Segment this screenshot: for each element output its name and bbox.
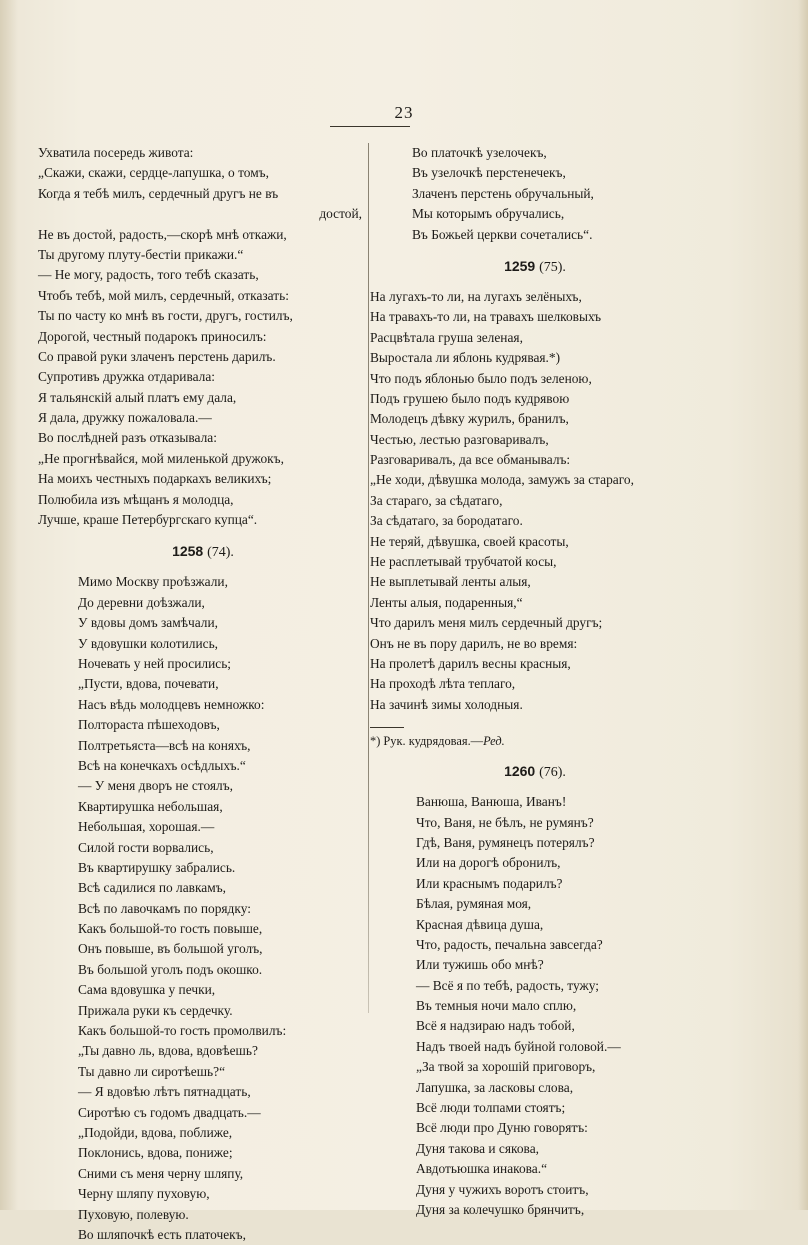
poem-line: Не теряй, дѣвушка, своей красоты, bbox=[370, 533, 569, 549]
poem-line: „Ты давно ль, вдова, вдовѣешь? bbox=[78, 1043, 258, 1059]
poem-line: Злаченъ перстень обручальный, bbox=[412, 185, 594, 201]
poem-line: Онъ повыше, въ большой уголъ, bbox=[78, 941, 263, 957]
poem-line: — Всё я по тебѣ, радость, тужу; bbox=[416, 977, 599, 993]
poem-line: Дуня за колечушко брянчитъ, bbox=[416, 1201, 585, 1217]
poem-line: Полюбила изъ мѣщанъ я молодца, bbox=[38, 491, 234, 507]
poem-line: „Подойди, вдова, поближе, bbox=[78, 1124, 233, 1140]
song-number: 1260 bbox=[504, 763, 536, 780]
poem-line: Я дала, дружку пожаловала.— bbox=[38, 410, 212, 426]
poem-line: Чтобъ тебѣ, мой милъ, сердечный, отказать: bbox=[38, 287, 289, 303]
poem-line: Пуховую, полевую. bbox=[78, 1206, 189, 1222]
poem-line: Не въ достой, радость,—скорѣ мнѣ откажи, bbox=[38, 226, 287, 242]
poem-line: На моихъ честныхъ подаркахъ великихъ; bbox=[38, 471, 272, 487]
poem-line: Во послѣдней разъ отказывала: bbox=[38, 430, 217, 446]
header-rule bbox=[330, 126, 410, 127]
song-subnumber: (75). bbox=[539, 259, 566, 275]
poem-line: Въ квартирушку забрались. bbox=[78, 859, 236, 875]
poem-line: Мы которымъ обручались, bbox=[412, 206, 565, 222]
poem-line: Дорогой, честный подарокъ приносилъ: bbox=[38, 328, 267, 344]
poem-line: Со правой руки злаченъ перстень дарилъ. bbox=[38, 348, 276, 364]
poem-line: Или на дорогѣ обронилъ, bbox=[416, 855, 561, 871]
page-edge-shadow-left bbox=[0, 0, 18, 1210]
footnote-editor-mark: Ред. bbox=[483, 734, 505, 749]
song-subnumber: (76). bbox=[539, 765, 566, 781]
poem-line: — У меня дворъ не стоялъ, bbox=[78, 778, 233, 794]
poem-line: Во платочкѣ узелочекъ, bbox=[412, 145, 547, 160]
poem-continuation-block bbox=[38, 143, 368, 530]
song-heading-1258 bbox=[38, 534, 368, 568]
poem-line: Небольшая, хорошая.— bbox=[78, 819, 215, 835]
poem-line: Полтретьяста—всѣ на коняхъ, bbox=[78, 737, 251, 753]
poem-line: Полтораста пѣшеходовъ, bbox=[78, 717, 220, 733]
poem-line: Бѣлая, румяная моя, bbox=[416, 896, 532, 912]
poem-line: У вдовушки колотились, bbox=[78, 635, 219, 651]
poem-line: „За твой за хорошій приговоръ, bbox=[416, 1059, 596, 1075]
poem-line: Всѣ садилися по лавкамъ, bbox=[78, 880, 226, 896]
poem-line: Лапушка, за ласковы слова, bbox=[416, 1079, 574, 1095]
song-subnumber: (74). bbox=[207, 545, 234, 561]
poem-line: Молодецъ дѣвку журилъ, бранилъ, bbox=[370, 411, 569, 427]
poem-line: — Не могу, радость, того тебѣ сказать, bbox=[38, 267, 259, 283]
poem-line: Что, Ваня, не бѣлъ, не румянъ? bbox=[416, 814, 594, 830]
poem-line: Черну шляпу пуховую, bbox=[78, 1186, 210, 1202]
poem-line: Силой гости ворвались, bbox=[78, 839, 214, 855]
footnote bbox=[370, 732, 700, 750]
poem-line: На травахъ-то ли, на травахъ шелковыхъ bbox=[370, 309, 602, 325]
poem-line: Сама вдовушка у печки, bbox=[78, 982, 216, 998]
song-1260-text bbox=[370, 792, 700, 1220]
poem-line: Въ Божьей церкви сочетались“. bbox=[412, 226, 593, 242]
footnote-text: *) Рук. кудрядовая.— bbox=[370, 734, 484, 749]
poem-line: Авдотьюшка инакова.“ bbox=[416, 1161, 548, 1177]
poem-line: Всё люди толпами стоятъ; bbox=[416, 1100, 566, 1116]
poem-line: Ухватила посередь живота: bbox=[38, 145, 194, 160]
poem-line: Когда я тебѣ милъ, сердечный другъ не въ bbox=[38, 185, 279, 201]
poem-line: Поклонись, вдова, пониже; bbox=[78, 1145, 233, 1161]
poem-line: Что, радость, печальна завсегда? bbox=[416, 936, 603, 952]
poem-line: Ты другому плуту-бестіи прикажи.“ bbox=[38, 246, 244, 262]
poem-line-continuation: достой, bbox=[319, 206, 362, 222]
poem-line: Не расплетывай трубчатой косы, bbox=[370, 554, 557, 570]
poem-line: Въ темныя ночи мало сплю, bbox=[416, 998, 577, 1014]
poem-line: Надъ твоей надъ буйной головой.— bbox=[416, 1038, 621, 1054]
poem-line: Ночевать у ней просились; bbox=[78, 655, 232, 671]
poem-line: Лучше, краше Петербургскаго купца“. bbox=[38, 512, 258, 528]
song-heading-1259 bbox=[370, 249, 700, 283]
poem-line: Что подъ яблонью было подъ зеленою, bbox=[370, 370, 592, 386]
poem-line: Я тальянскій алый платъ ему дала, bbox=[38, 389, 237, 405]
poem-line: Въ узелочкѣ перстенечекъ, bbox=[412, 165, 566, 181]
poem-line: Не выплетывай ленты алыя, bbox=[370, 574, 531, 590]
poem-line: Ленты алыя, подаренныя,“ bbox=[370, 594, 523, 610]
poem-line: — Я вдовѣю лѣтъ пятнадцать, bbox=[78, 1084, 251, 1100]
poem-line: Сиротѣю съ годомъ двадцать.— bbox=[78, 1104, 261, 1120]
poem-line: У вдовы домъ замѣчали, bbox=[78, 615, 218, 631]
left-column bbox=[38, 143, 368, 1245]
poem-line: Мимо Москву проѣзжали, bbox=[78, 574, 228, 590]
poem-line: Разговаривалъ, да все обманывалъ: bbox=[370, 452, 571, 468]
poem-line: На зачинѣ зимы холодныя. bbox=[370, 696, 523, 712]
song-1258-text bbox=[38, 572, 368, 1245]
poem-line: Гдѣ, Ваня, румянецъ потерялъ? bbox=[416, 834, 595, 850]
poem-line: Сними съ меня черну шляпу, bbox=[78, 1165, 244, 1181]
poem-line: Или тужишь обо мнѣ? bbox=[416, 957, 544, 973]
poem-line: Дуня такова и сякова, bbox=[416, 1140, 539, 1156]
poem-line: Или краснымъ подарилъ? bbox=[416, 875, 563, 891]
poem-line: Всё я надзираю надъ тобой, bbox=[416, 1018, 575, 1034]
poem-line: „Пусти, вдова, почевати, bbox=[78, 676, 219, 692]
right-column bbox=[370, 143, 700, 1220]
poem-line: Красная дѣвица душа, bbox=[416, 916, 544, 932]
song-heading-1260 bbox=[370, 754, 700, 788]
poem-line: Ванюша, Ванюша, Иванъ! bbox=[416, 794, 567, 810]
poem-line: До деревни доѣзжали, bbox=[78, 594, 205, 610]
poem-line: За стараго, за сѣдатаго, bbox=[370, 492, 503, 508]
poem-line: Онъ не въ пору дарилъ, не во время: bbox=[370, 635, 578, 651]
poem-line: „Скажи, скажи, сердце-лапушка, о томъ, bbox=[38, 165, 269, 181]
poem-line: На пролетѣ дарилъ весны красныя, bbox=[370, 655, 571, 671]
song-number: 1259 bbox=[504, 257, 536, 274]
footnote-rule bbox=[370, 727, 404, 728]
poem-line: Всѣ на конечкахъ осѣдлыхъ.“ bbox=[78, 757, 246, 773]
poem-line: Супротивъ дружка отдаривала: bbox=[38, 369, 216, 385]
song-number: 1258 bbox=[172, 543, 204, 560]
poem-line: Во шляпочкѣ есть платочекъ, bbox=[78, 1226, 246, 1242]
poem-line: Какъ большой-то гость промолвилъ: bbox=[78, 1023, 287, 1039]
poem-line: Ты по часту ко мнѣ въ гости, другъ, гостилъ, bbox=[38, 308, 293, 324]
poem-line: Что дарилъ меня милъ сердечный другъ; bbox=[370, 615, 603, 631]
poem-line: „Не прогнѣвайся, мой миленькой дружокъ, bbox=[38, 450, 284, 466]
page-edge-shadow-right bbox=[798, 0, 808, 1210]
column-divider bbox=[368, 143, 369, 1013]
poem-line: На лугахъ-то ли, на лугахъ зелёныхъ, bbox=[370, 288, 582, 304]
poem-line: Квартирушка небольшая, bbox=[78, 798, 223, 814]
poem-line: Какъ большой-то гость повыше, bbox=[78, 921, 263, 937]
poem-line: Въ большой уголъ подъ окошко. bbox=[78, 961, 263, 977]
poem-line: Подъ грушею было подъ кудрявою bbox=[370, 390, 570, 406]
poem-line: За сѣдатаго, за бородатаго. bbox=[370, 513, 523, 529]
poem-line: Прижала руки къ сердечку. bbox=[78, 1002, 233, 1018]
poem-line: Ты давно ли сиротѣешь?“ bbox=[78, 1063, 226, 1079]
poem-line: Всё люди про Дуню говорятъ: bbox=[416, 1120, 588, 1136]
poem-line: Расцвѣтала груша зеленая, bbox=[370, 329, 523, 345]
song-1258-continuation bbox=[370, 143, 700, 245]
poem-line: Насъ вѣдь молодцевъ немножко: bbox=[78, 696, 265, 712]
poem-line: Дуня у чужихъ воротъ стоитъ, bbox=[416, 1181, 589, 1197]
poem-line: „Не ходи, дѣвушка молода, замужъ за стараго, bbox=[370, 472, 634, 488]
song-1259-text bbox=[370, 287, 700, 715]
page-number: 23 bbox=[394, 103, 414, 122]
poem-line: На проходѣ лѣта теплаго, bbox=[370, 676, 516, 692]
poem-line: Выростала ли яблонь кудрявая.*) bbox=[370, 350, 561, 366]
poem-line: Честью, лестью разговаривалъ, bbox=[370, 431, 549, 447]
poem-line: Всѣ по лавочкамъ по порядку: bbox=[78, 900, 251, 916]
